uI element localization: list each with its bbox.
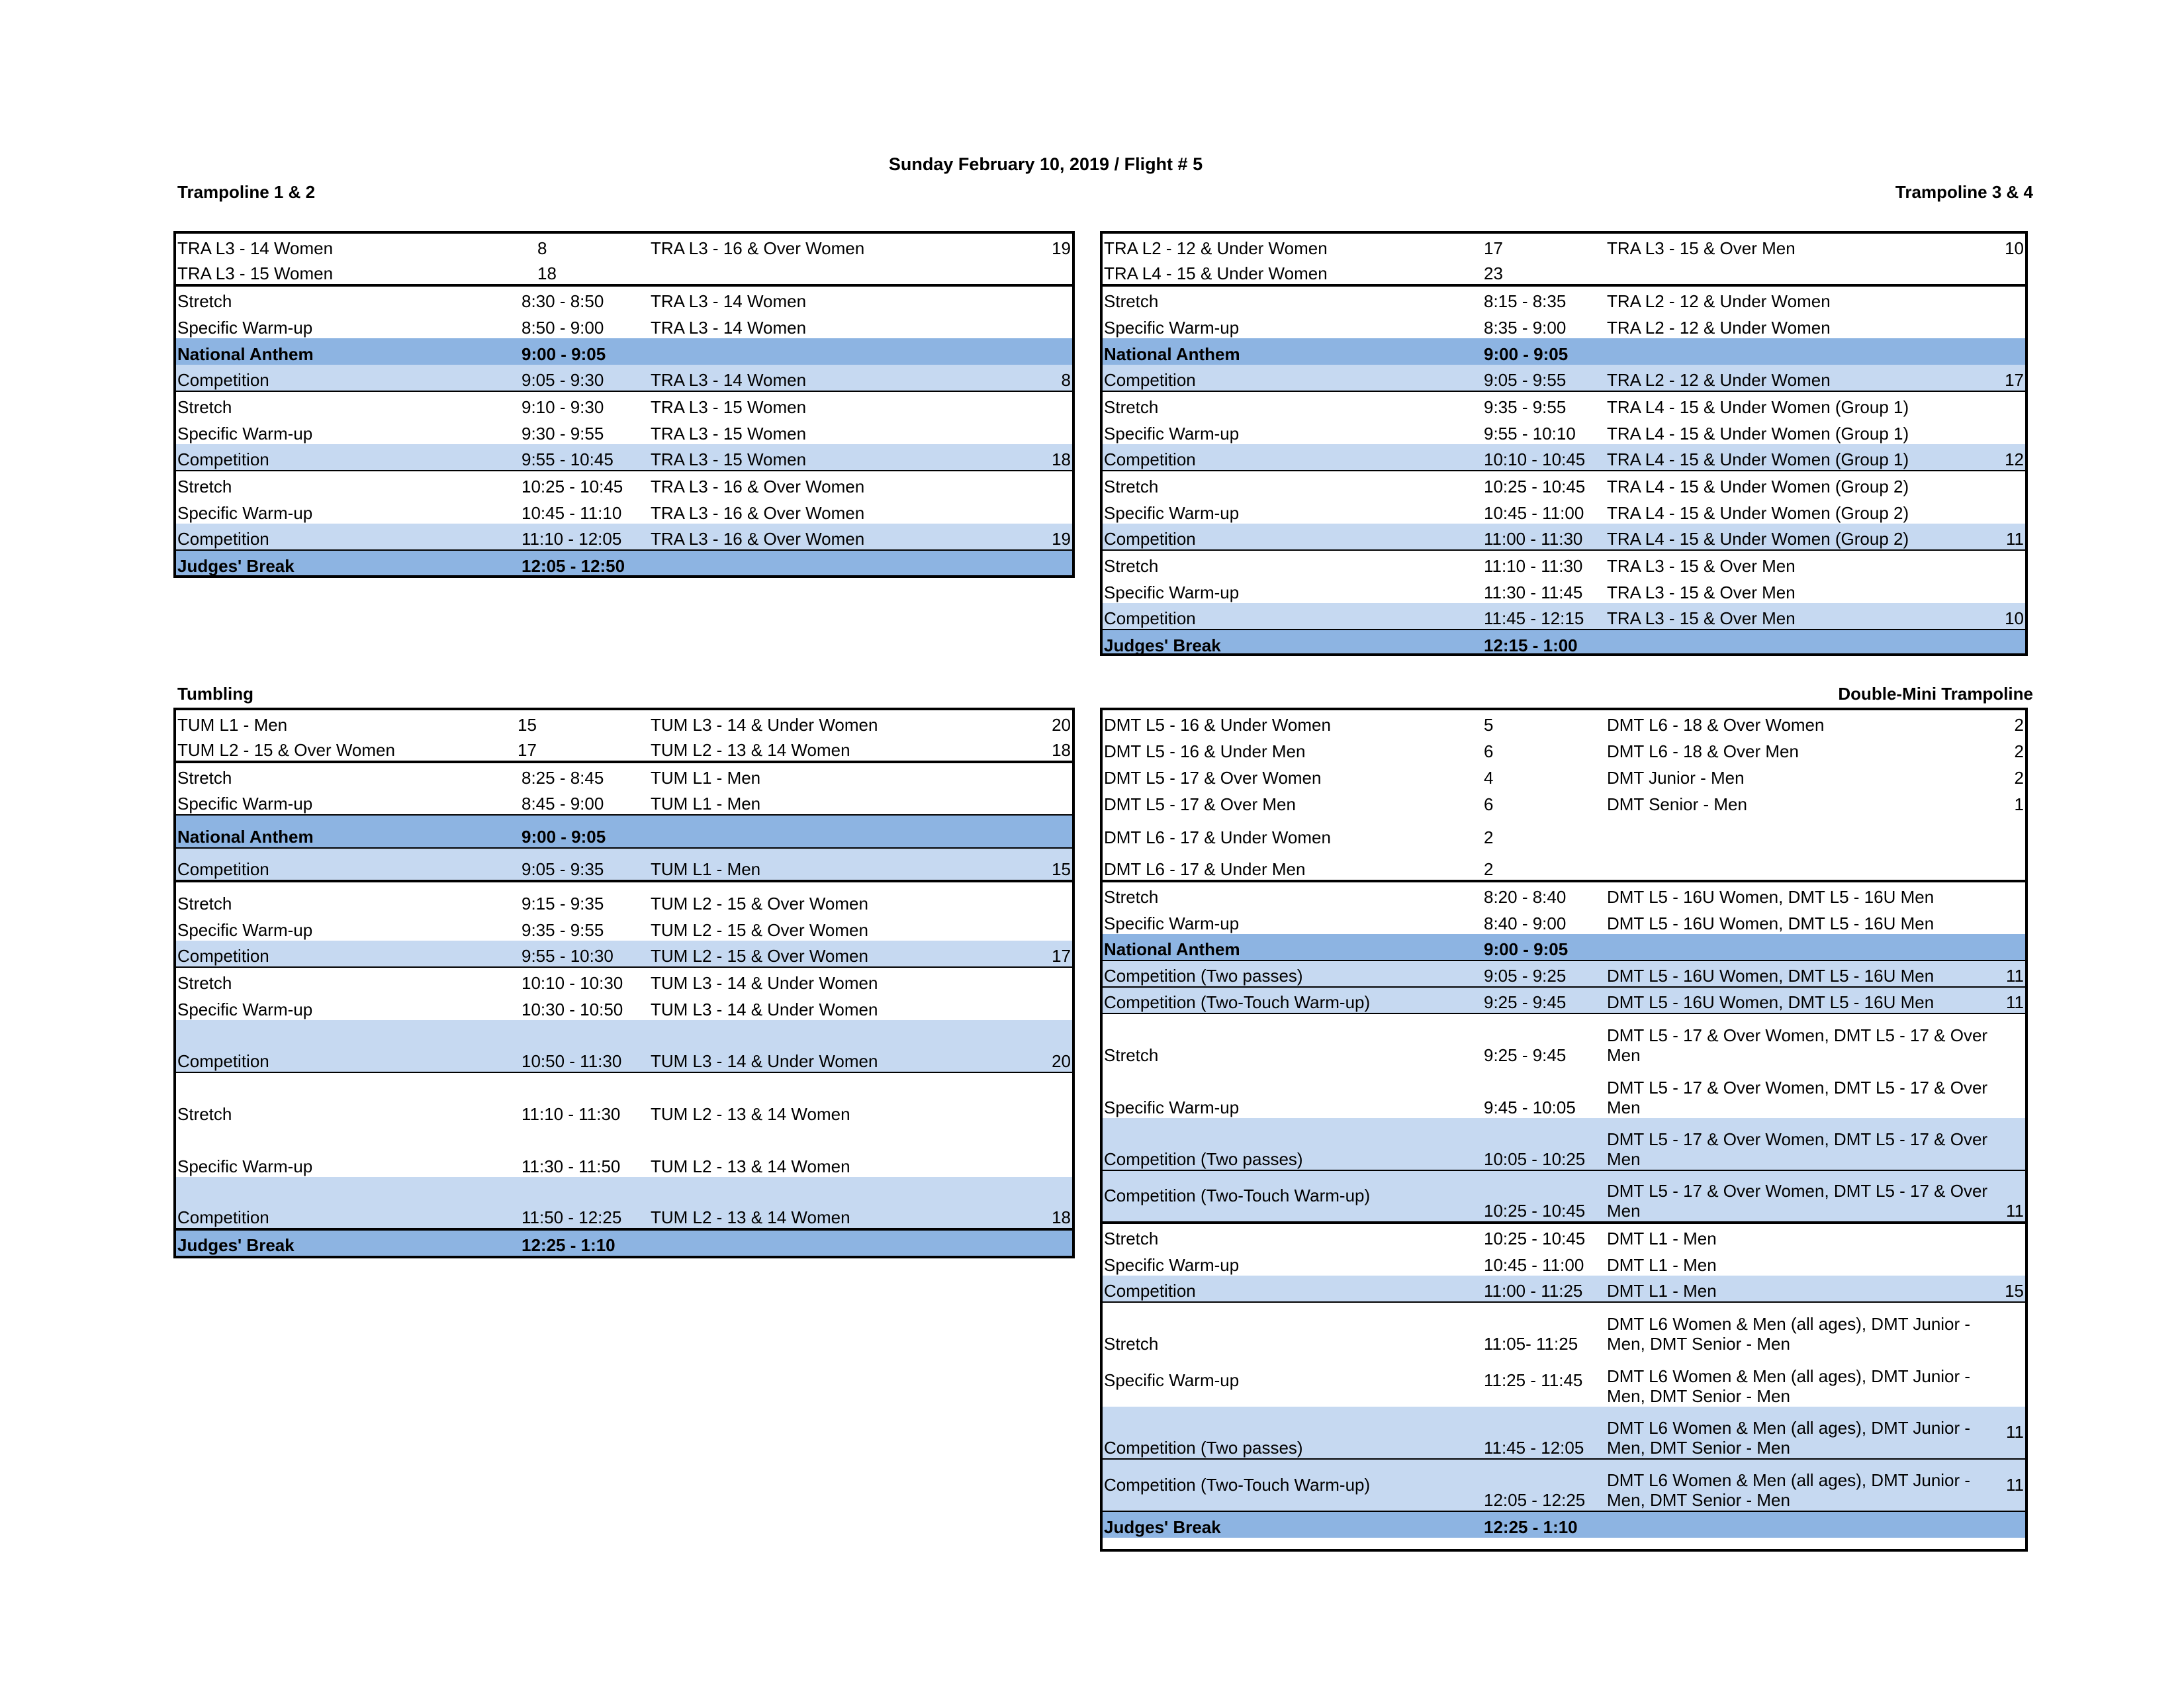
count: 11 bbox=[1993, 987, 2028, 1013]
activity: Specific Warm-up bbox=[1104, 1098, 1240, 1118]
activity: Competition (Two passes) bbox=[1100, 1407, 1484, 1459]
time: 10:45 - 11:00 bbox=[1484, 503, 1584, 524]
activity: Judges' Break bbox=[1100, 630, 1484, 656]
activity: Stretch bbox=[1100, 1223, 1484, 1249]
activity: Competition bbox=[173, 941, 518, 967]
group: TUM L1 - Men bbox=[651, 768, 761, 788]
section-label-trampoline-3-4: Trampoline 3 & 4 bbox=[1895, 182, 2033, 202]
count: 11 bbox=[1993, 1459, 2028, 1511]
table-frame bbox=[173, 708, 1075, 1258]
roster-group: TRA L3 - 14 Women bbox=[173, 232, 518, 259]
activity: Competition bbox=[173, 444, 518, 471]
roster-group: TRA L3 - 15 & Over Men bbox=[1603, 232, 1993, 259]
group: TRA L4 - 15 & Under Women (Group 2) bbox=[1603, 524, 1993, 550]
group: DMT L5 - 16U Women, DMT L5 - 16U Men bbox=[1603, 961, 1993, 987]
group: TUM L3 - 14 & Under Women bbox=[647, 1020, 1037, 1072]
time: 9:00 - 9:05 bbox=[1484, 934, 1603, 961]
time: 12:25 - 1:10 bbox=[1484, 1511, 1603, 1538]
group: TUM L1 - Men bbox=[651, 794, 761, 814]
activity: Specific Warm-up bbox=[177, 1000, 313, 1020]
activity: Competition (Two-Touch Warm-up) bbox=[1100, 1459, 1484, 1511]
time: 9:10 - 9:30 bbox=[518, 391, 647, 418]
time: 10:50 - 11:30 bbox=[518, 1020, 647, 1072]
roster-group: TUM L2 - 15 & Over Women bbox=[173, 735, 518, 762]
time: 11:00 - 11:30 bbox=[1484, 524, 1603, 550]
roster-count: 2 bbox=[1484, 848, 1603, 881]
group: TRA L3 - 15 Women bbox=[651, 424, 807, 444]
time: 12:05 - 12:25 bbox=[1484, 1459, 1603, 1511]
group: DMT L5 - 17 & Over Women, DMT L5 - 17 & Over Men bbox=[1603, 1170, 1993, 1223]
group: TRA L4 - 15 & Under Women (Group 1) bbox=[1603, 391, 1993, 418]
activity: Specific Warm-up bbox=[1104, 1255, 1240, 1276]
group: TRA L3 - 15 Women bbox=[647, 391, 1037, 418]
time: 8:50 - 9:00 bbox=[522, 318, 604, 338]
trampoline-3-4-schedule bbox=[1100, 231, 2028, 656]
activity: Stretch bbox=[1100, 1013, 1484, 1066]
activity: Competition bbox=[173, 848, 518, 881]
activity: Specific Warm-up bbox=[1104, 318, 1240, 338]
activity: Stretch bbox=[1100, 1302, 1484, 1354]
roster-group: DMT L5 - 16 & Under Men bbox=[1104, 741, 1306, 762]
roster-count: 6 bbox=[1484, 741, 1494, 762]
time: 11:10 - 11:30 bbox=[518, 1072, 647, 1125]
roster-count: 18 bbox=[1037, 735, 1075, 762]
time: 9:05 - 9:55 bbox=[1484, 365, 1603, 391]
activity: Stretch bbox=[1100, 550, 1484, 577]
time: 8:20 - 8:40 bbox=[1484, 887, 1567, 908]
time: 11:45 - 12:15 bbox=[1484, 603, 1603, 630]
time: 8:40 - 9:00 bbox=[1484, 914, 1567, 934]
activity: Competition (Two passes) bbox=[1100, 961, 1484, 987]
page-title: Sunday February 10, 2019 / Flight # 5 bbox=[888, 154, 1203, 174]
group: DMT L5 - 17 & Over Women, DMT L5 - 17 & Over Men bbox=[1603, 1118, 1993, 1170]
time: 9:25 - 9:45 bbox=[1484, 1013, 1603, 1066]
roster-group: DMT Junior - Men bbox=[1607, 768, 1745, 788]
time: 9:55 - 10:45 bbox=[518, 444, 647, 471]
roster-group: TRA L3 - 16 & Over Women bbox=[647, 232, 1037, 259]
time: 11:25 - 11:45 bbox=[1484, 1370, 1583, 1390]
count: 19 bbox=[1037, 524, 1075, 550]
count: 11 bbox=[1993, 1407, 2028, 1459]
activity: Competition bbox=[173, 365, 518, 391]
activity: Stretch bbox=[177, 768, 232, 788]
group: DMT L6 Women & Men (all ages), DMT Junior - Men, DMT Senior - Men bbox=[1603, 1407, 1993, 1459]
group: TRA L3 - 15 Women bbox=[647, 444, 1037, 471]
count: 18 bbox=[1037, 444, 1075, 471]
section-label-trampoline-1-2: Trampoline 1 & 2 bbox=[177, 182, 316, 202]
time: 9:55 - 10:10 bbox=[1484, 424, 1576, 444]
group: DMT L1 - Men bbox=[1607, 1255, 1717, 1276]
count: 8 bbox=[1037, 365, 1075, 391]
group: TUM L2 - 13 & 14 Women bbox=[647, 1177, 1037, 1229]
time: 9:45 - 10:05 bbox=[1484, 1098, 1576, 1118]
roster-group: DMT L6 - 18 & Over Men bbox=[1607, 741, 1799, 762]
time: 9:05 - 9:25 bbox=[1484, 961, 1603, 987]
tumbling-schedule bbox=[173, 708, 1075, 1256]
trampoline-1-2-schedule bbox=[173, 231, 1075, 577]
group: TRA L3 - 16 & Over Women bbox=[647, 471, 1037, 497]
group: TRA L3 - 16 & Over Women bbox=[647, 524, 1037, 550]
roster-count: 17 bbox=[1484, 232, 1603, 259]
activity: Specific Warm-up bbox=[1104, 583, 1240, 603]
activity: Stretch bbox=[173, 967, 518, 994]
roster-group: DMT L5 - 17 & Over Women bbox=[1104, 768, 1322, 788]
roster-group: TUM L2 - 13 & 14 Women bbox=[647, 735, 1037, 762]
roster-count: 19 bbox=[1037, 232, 1075, 259]
table-frame bbox=[173, 231, 1075, 578]
activity: Competition bbox=[1100, 524, 1484, 550]
time: 8:30 - 8:50 bbox=[522, 291, 604, 312]
group: TUM L1 - Men bbox=[647, 848, 1037, 881]
group: DMT L6 Women & Men (all ages), DMT Junior - Men, DMT Senior - Men bbox=[1607, 1366, 1971, 1407]
group: TRA L2 - 12 & Under Women bbox=[1603, 365, 1993, 391]
time: 9:05 - 9:35 bbox=[518, 848, 647, 881]
group: TRA L3 - 15 & Over Men bbox=[1607, 583, 1796, 603]
group: TRA L3 - 14 Women bbox=[651, 291, 807, 312]
roster-count: 10 bbox=[1993, 232, 2028, 259]
group: DMT L5 - 16U Women, DMT L5 - 16U Men bbox=[1607, 887, 1934, 908]
count: 15 bbox=[1037, 848, 1075, 881]
table-frame bbox=[1100, 231, 2028, 656]
roster-count: 2 bbox=[1484, 827, 1494, 848]
time: 9:25 - 9:45 bbox=[1484, 987, 1603, 1013]
roster-count: 4 bbox=[1484, 768, 1494, 788]
roster-count: 15 bbox=[518, 709, 647, 735]
activity: Stretch bbox=[1100, 471, 1484, 497]
group: TUM L3 - 14 & Under Women bbox=[651, 1000, 878, 1020]
activity: Stretch bbox=[173, 391, 518, 418]
count: 11 bbox=[1993, 1170, 2028, 1223]
count: 15 bbox=[1993, 1276, 2028, 1302]
time: 10:25 - 10:45 bbox=[1484, 1170, 1603, 1223]
activity: Specific Warm-up bbox=[177, 318, 313, 338]
group: TUM L2 - 15 & Over Women bbox=[647, 881, 1037, 914]
activity: Competition bbox=[1100, 365, 1484, 391]
activity: Competition bbox=[173, 1020, 518, 1072]
roster-group: TUM L1 - Men bbox=[173, 709, 518, 735]
time: 8:25 - 8:45 bbox=[522, 768, 604, 788]
activity: Stretch bbox=[1100, 391, 1484, 418]
time: 9:35 - 9:55 bbox=[522, 920, 604, 941]
activity: Specific Warm-up bbox=[177, 794, 313, 814]
roster-count: 2 bbox=[2014, 768, 2024, 788]
time: 11:10 - 12:05 bbox=[518, 524, 647, 550]
group: DMT L1 - Men bbox=[1603, 1223, 1993, 1249]
section-label-double-mini: Double-Mini Trampoline bbox=[1838, 684, 2033, 704]
time: 12:05 - 12:50 bbox=[518, 550, 647, 577]
time: 10:25 - 10:45 bbox=[518, 471, 647, 497]
roster-group: DMT L6 - 17 & Under Women bbox=[1104, 827, 1331, 848]
group: DMT L5 - 17 & Over Women, DMT L5 - 17 & Over Men bbox=[1607, 1078, 1988, 1118]
time: 11:30 - 11:45 bbox=[1484, 583, 1583, 603]
dmt-schedule bbox=[1100, 708, 2028, 1538]
activity: Specific Warm-up bbox=[1104, 914, 1240, 934]
group: TUM L2 - 13 & 14 Women bbox=[651, 1156, 850, 1177]
time: 11:00 - 11:25 bbox=[1484, 1276, 1603, 1302]
activity: Competition bbox=[1100, 1276, 1484, 1302]
time: 10:10 - 10:30 bbox=[518, 967, 647, 994]
group: TRA L4 - 15 & Under Women (Group 1) bbox=[1603, 444, 1993, 471]
roster-group: TRA L2 - 12 & Under Women bbox=[1100, 232, 1484, 259]
time: 11:10 - 11:30 bbox=[1484, 550, 1603, 577]
activity: Competition (Two-Touch Warm-up) bbox=[1100, 987, 1484, 1013]
activity: Judges' Break bbox=[173, 1229, 518, 1256]
roster-count: 17 bbox=[518, 735, 647, 762]
activity: Stretch bbox=[173, 471, 518, 497]
time: 12:25 - 1:10 bbox=[518, 1229, 647, 1256]
activity: Competition bbox=[1100, 444, 1484, 471]
activity: Specific Warm-up bbox=[1104, 424, 1240, 444]
count: 12 bbox=[1993, 444, 2028, 471]
time: 9:15 - 9:35 bbox=[518, 881, 647, 914]
activity: Competition bbox=[173, 1177, 518, 1229]
activity: Judges' Break bbox=[1100, 1511, 1484, 1538]
activity: Judges' Break bbox=[173, 550, 518, 577]
time: 9:00 - 9:05 bbox=[518, 338, 647, 365]
roster-count: 23 bbox=[1484, 259, 1603, 285]
time: 9:30 - 9:55 bbox=[522, 424, 604, 444]
time: 10:45 - 11:00 bbox=[1484, 1255, 1584, 1276]
group: TRA L2 - 12 & Under Women bbox=[1607, 291, 1831, 312]
activity: Stretch bbox=[173, 881, 518, 914]
group: DMT L6 Women & Men (all ages), DMT Junior - Men, DMT Senior - Men bbox=[1603, 1459, 1993, 1511]
time: 8:45 - 9:00 bbox=[522, 794, 604, 814]
activity: Stretch bbox=[1104, 291, 1159, 312]
activity: National Anthem bbox=[173, 338, 518, 365]
roster-count: 20 bbox=[1037, 709, 1075, 735]
table-frame bbox=[1100, 708, 2028, 1552]
activity: Specific Warm-up bbox=[1104, 503, 1240, 524]
group: TRA L3 - 14 Women bbox=[647, 365, 1037, 391]
roster-count: 6 bbox=[1484, 794, 1494, 815]
time: 12:15 - 1:00 bbox=[1484, 630, 1603, 656]
activity: Competition bbox=[1100, 603, 1484, 630]
time: 11:05- 11:25 bbox=[1484, 1302, 1603, 1354]
group: TRA L4 - 15 & Under Women (Group 2) bbox=[1603, 471, 1993, 497]
activity: National Anthem bbox=[173, 815, 518, 848]
count: 20 bbox=[1037, 1020, 1075, 1072]
roster-group: TRA L4 - 15 & Under Women bbox=[1100, 259, 1484, 285]
group: TRA L2 - 12 & Under Women bbox=[1607, 318, 1831, 338]
count: 11 bbox=[1993, 524, 2028, 550]
activity: Specific Warm-up bbox=[1104, 1370, 1240, 1390]
time: 11:30 - 11:50 bbox=[522, 1156, 621, 1177]
group: TUM L2 - 13 & 14 Women bbox=[647, 1072, 1037, 1125]
activity: Specific Warm-up bbox=[177, 920, 313, 941]
count: 17 bbox=[1993, 365, 2028, 391]
activity: Stretch bbox=[173, 1072, 518, 1125]
roster-group: DMT L5 - 17 & Over Men bbox=[1104, 794, 1296, 815]
time: 9:35 - 9:55 bbox=[1484, 391, 1603, 418]
group: TUM L3 - 14 & Under Women bbox=[647, 967, 1037, 994]
roster-count: 8 bbox=[518, 232, 647, 259]
roster-group: TRA L3 - 15 Women bbox=[173, 259, 518, 285]
time: 10:10 - 10:45 bbox=[1484, 444, 1603, 471]
time: 9:00 - 9:05 bbox=[518, 815, 647, 848]
roster-count: 18 bbox=[518, 259, 647, 285]
roster-group: TUM L3 - 14 & Under Women bbox=[647, 709, 1037, 735]
roster-count: 2 bbox=[1993, 709, 2028, 735]
time: 9:00 - 9:05 bbox=[1484, 338, 1603, 365]
time: 10:45 - 11:10 bbox=[522, 503, 622, 524]
count: 10 bbox=[1993, 603, 2028, 630]
group: DMT L6 Women & Men (all ages), DMT Junior - Men, DMT Senior - Men bbox=[1603, 1302, 1993, 1354]
roster-group: DMT L5 - 16 & Under Women bbox=[1100, 709, 1484, 735]
activity: Stretch bbox=[1104, 887, 1159, 908]
time: 10:25 - 10:45 bbox=[1484, 471, 1603, 497]
group: TRA L4 - 15 & Under Women (Group 1) bbox=[1607, 424, 1909, 444]
roster-count: 5 bbox=[1484, 709, 1603, 735]
activity: Competition (Two passes) bbox=[1100, 1118, 1484, 1170]
activity: Stretch bbox=[177, 291, 232, 312]
time: 8:15 - 8:35 bbox=[1484, 291, 1567, 312]
group: DMT L5 - 17 & Over Women, DMT L5 - 17 & Over Men bbox=[1603, 1013, 1993, 1066]
time: 10:25 - 10:45 bbox=[1484, 1223, 1603, 1249]
group: TRA L3 - 16 & Over Women bbox=[651, 503, 865, 524]
roster-group: DMT L6 - 17 & Under Men bbox=[1100, 848, 1484, 881]
group: TRA L3 - 15 & Over Men bbox=[1603, 550, 1993, 577]
time: 10:05 - 10:25 bbox=[1484, 1118, 1603, 1170]
activity: National Anthem bbox=[1100, 934, 1484, 961]
count: 17 bbox=[1037, 941, 1075, 967]
roster-group: DMT Senior - Men bbox=[1607, 794, 1747, 815]
activity: Competition (Two-Touch Warm-up) bbox=[1100, 1170, 1484, 1223]
roster-group: DMT L6 - 18 & Over Women bbox=[1603, 709, 1993, 735]
count: 11 bbox=[1993, 961, 2028, 987]
group: DMT L5 - 16U Women, DMT L5 - 16U Men bbox=[1607, 914, 1934, 934]
activity: Specific Warm-up bbox=[177, 424, 313, 444]
time: 9:05 - 9:30 bbox=[518, 365, 647, 391]
roster-count: 2 bbox=[2014, 741, 2024, 762]
group: TRA L3 - 15 & Over Men bbox=[1603, 603, 1993, 630]
group: TUM L2 - 15 & Over Women bbox=[647, 941, 1037, 967]
activity: Competition bbox=[173, 524, 518, 550]
activity: Specific Warm-up bbox=[177, 1156, 313, 1177]
time: 9:55 - 10:30 bbox=[518, 941, 647, 967]
activity: National Anthem bbox=[1100, 338, 1484, 365]
group: TRA L4 - 15 & Under Women (Group 2) bbox=[1607, 503, 1909, 524]
time: 8:35 - 9:00 bbox=[1484, 318, 1567, 338]
group: DMT L1 - Men bbox=[1603, 1276, 1993, 1302]
group: TRA L3 - 14 Women bbox=[651, 318, 807, 338]
group: TUM L2 - 15 & Over Women bbox=[651, 920, 868, 941]
time: 10:30 - 10:50 bbox=[522, 1000, 623, 1020]
activity: Specific Warm-up bbox=[177, 503, 313, 524]
time: 11:45 - 12:05 bbox=[1484, 1407, 1603, 1459]
count: 18 bbox=[1037, 1177, 1075, 1229]
section-label-tumbling: Tumbling bbox=[177, 684, 254, 704]
group: DMT L5 - 16U Women, DMT L5 - 16U Men bbox=[1603, 987, 1993, 1013]
time: 11:50 - 12:25 bbox=[518, 1177, 647, 1229]
roster-count: 1 bbox=[2014, 794, 2024, 815]
